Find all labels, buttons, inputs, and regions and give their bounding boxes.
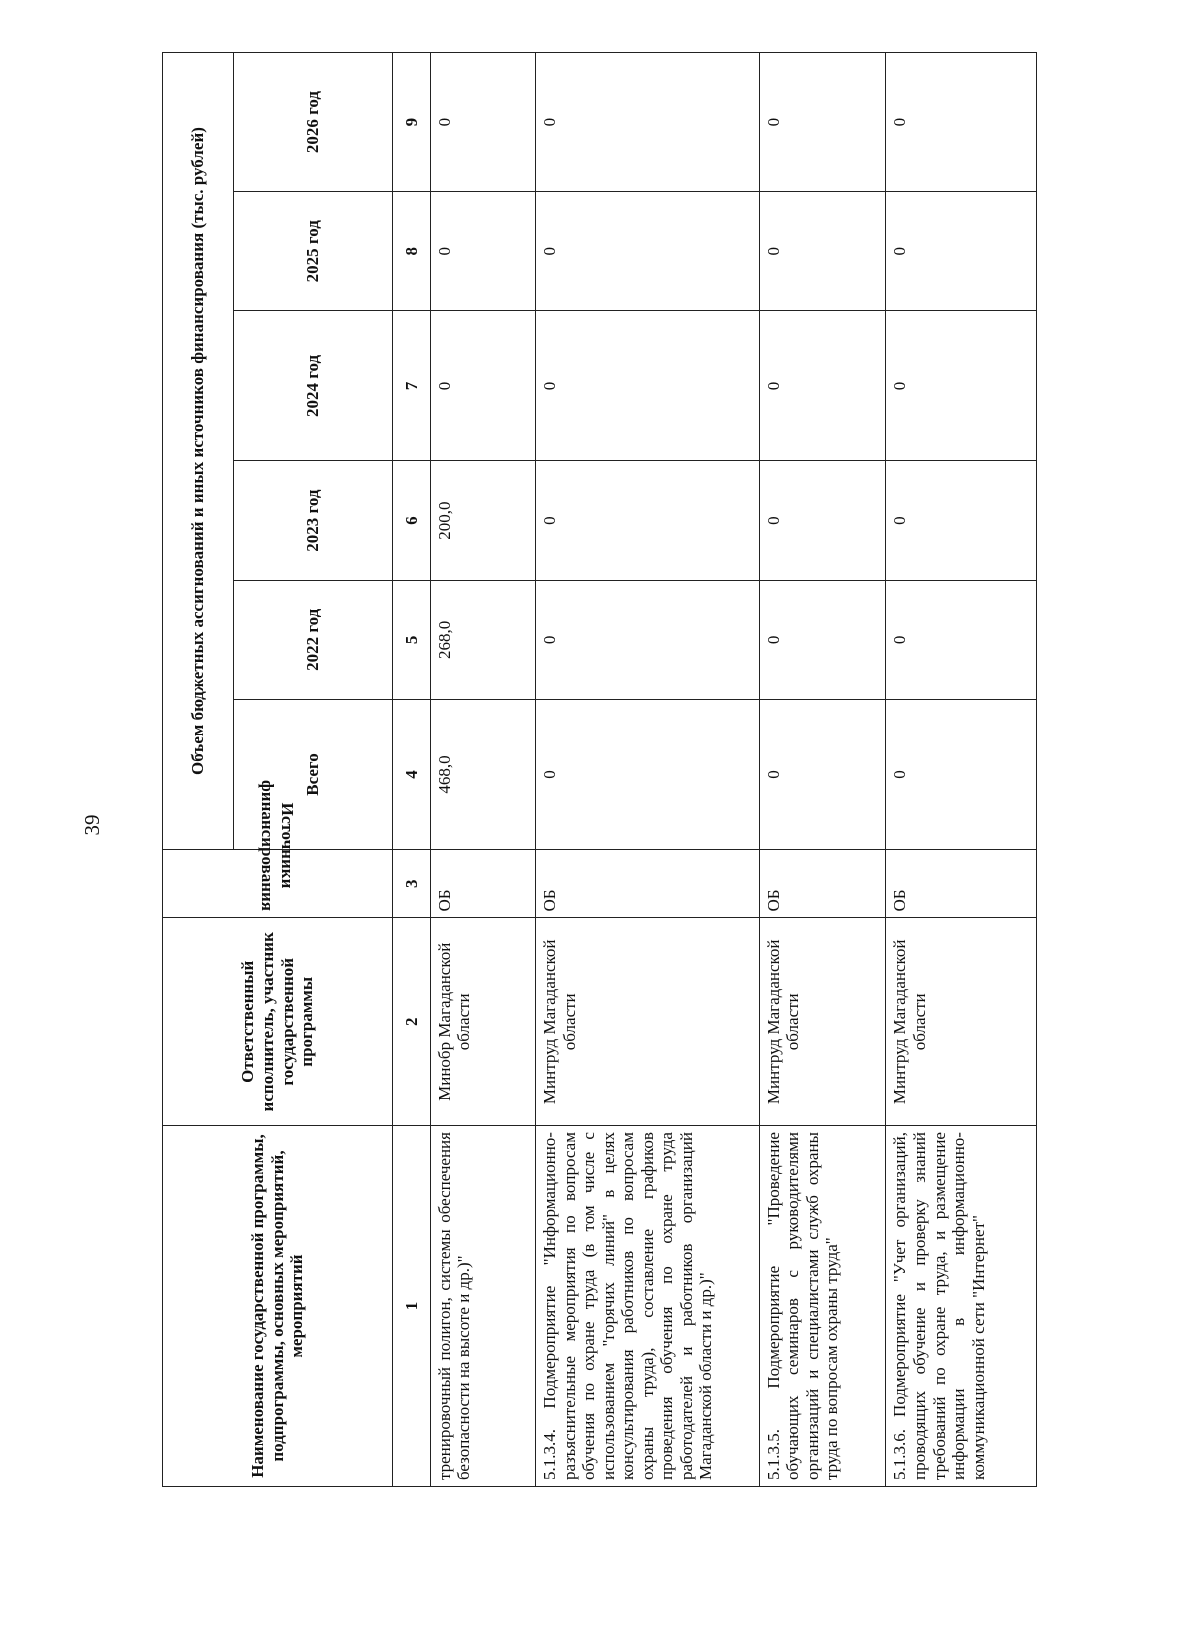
year-2023-cell: 0 — [535, 461, 759, 580]
column-number: 2 — [393, 918, 431, 1126]
header-program-name: Наименование государственной программы, подпрограммы, основных мероприятий, мероприятий — [163, 1126, 393, 1487]
program-name-cell: 5.1.3.5. Подмероприятие "Проведение обучающих семинаров с руководителями организаций и специалистами служб охраны труда по вопросам охраны труда" — [759, 1126, 886, 1487]
executor-cell: Минтруд Магаданской области — [759, 918, 886, 1126]
column-number: 6 — [393, 461, 431, 580]
total-cell: 0 — [886, 699, 1037, 849]
column-number: 1 — [393, 1126, 431, 1487]
year-2024-cell: 0 — [535, 311, 759, 461]
column-number: 8 — [393, 192, 431, 311]
page-number: 39 — [80, 814, 104, 836]
column-numbers-row — [393, 53, 431, 1487]
header-funding-source-label: Источники финансирования — [258, 780, 298, 912]
total-cell: 0 — [535, 699, 759, 849]
year-2026-cell: 0 — [759, 53, 886, 192]
column-number: 9 — [393, 53, 431, 192]
header-funding-group: Объем бюджетных ассигнований и иных источников финансирования (тыс. рублей) — [163, 53, 234, 850]
year-2025-cell: 0 — [535, 192, 759, 311]
year-2022-cell: 0 — [886, 580, 1037, 699]
year-2025-cell: 0 — [886, 192, 1037, 311]
table-row — [759, 53, 886, 1487]
year-2023-cell: 0 — [886, 461, 1037, 580]
header-year-2026: 2026 год — [234, 53, 393, 192]
year-2025-cell: 0 — [430, 192, 535, 311]
rotated-table-wrapper — [162, 52, 1037, 1487]
funding-source-cell: ОБ — [759, 850, 886, 918]
executor-cell: Минтруд Магаданской области — [535, 918, 759, 1126]
table-row — [535, 53, 759, 1487]
funding-source-cell: ОБ — [430, 850, 535, 918]
program-name-cell: 5.1.3.4. Подмероприятие "Информационно-разъяснительные мероприятия по вопросам обучения по охране труда (в том числе с использованием "горячих линий" в целях консультирования работников по вопросам охраны труда), составление графиков проведения обучения по охране труда работодателей и работников организаций Магаданской области и др.)" — [535, 1126, 759, 1487]
year-2024-cell: 0 — [430, 311, 535, 461]
year-2022-cell: 0 — [535, 580, 759, 699]
header-year-2024: 2024 год — [234, 311, 393, 461]
table-row — [886, 53, 1037, 1487]
table-row — [430, 53, 535, 1487]
header-year-2025: 2025 год — [234, 192, 393, 311]
year-2025-cell: 0 — [759, 192, 886, 311]
header-funding-source — [163, 780, 393, 918]
header-year-total: Всего — [234, 699, 393, 849]
executor-cell: Минтруд Магаданской области — [886, 918, 1037, 1126]
total-cell: 468,0 — [430, 699, 535, 849]
program-name-cell: 5.1.3.6. Подмероприятие "Учет организаций, проводящих обучение и проверку знаний требований по охране труда, и размещение информации в информационно-коммуникационной сети "Интернет" — [886, 1126, 1037, 1487]
funding-table — [162, 52, 1037, 1487]
column-number: 7 — [393, 311, 431, 461]
column-number: 5 — [393, 580, 431, 699]
year-2026-cell: 0 — [886, 53, 1037, 192]
year-2026-cell: 0 — [535, 53, 759, 192]
header-year-2022: 2022 год — [234, 580, 393, 699]
funding-source-cell: ОБ — [535, 850, 759, 918]
year-2026-cell: 0 — [430, 53, 535, 192]
table-stage — [162, 52, 1037, 1487]
year-2024-cell: 0 — [886, 311, 1037, 461]
funding-source-cell: ОБ — [886, 850, 1037, 918]
year-2023-cell: 0 — [759, 461, 886, 580]
header-executor: Ответственный исполнитель, участник государственной программы — [163, 918, 393, 1126]
total-cell: 0 — [759, 699, 886, 849]
header-year-2023: 2023 год — [234, 461, 393, 580]
year-2024-cell: 0 — [759, 311, 886, 461]
year-2022-cell: 0 — [759, 580, 886, 699]
executor-cell: Минобр Магаданской области — [430, 918, 535, 1126]
year-2022-cell: 268,0 — [430, 580, 535, 699]
year-2023-cell: 200,0 — [430, 461, 535, 580]
program-name-cell: тренировочный полигон, системы обеспечения безопасности на высоте и др.)" — [430, 1126, 535, 1487]
column-number: 3 — [393, 850, 431, 918]
column-number: 4 — [393, 699, 431, 849]
